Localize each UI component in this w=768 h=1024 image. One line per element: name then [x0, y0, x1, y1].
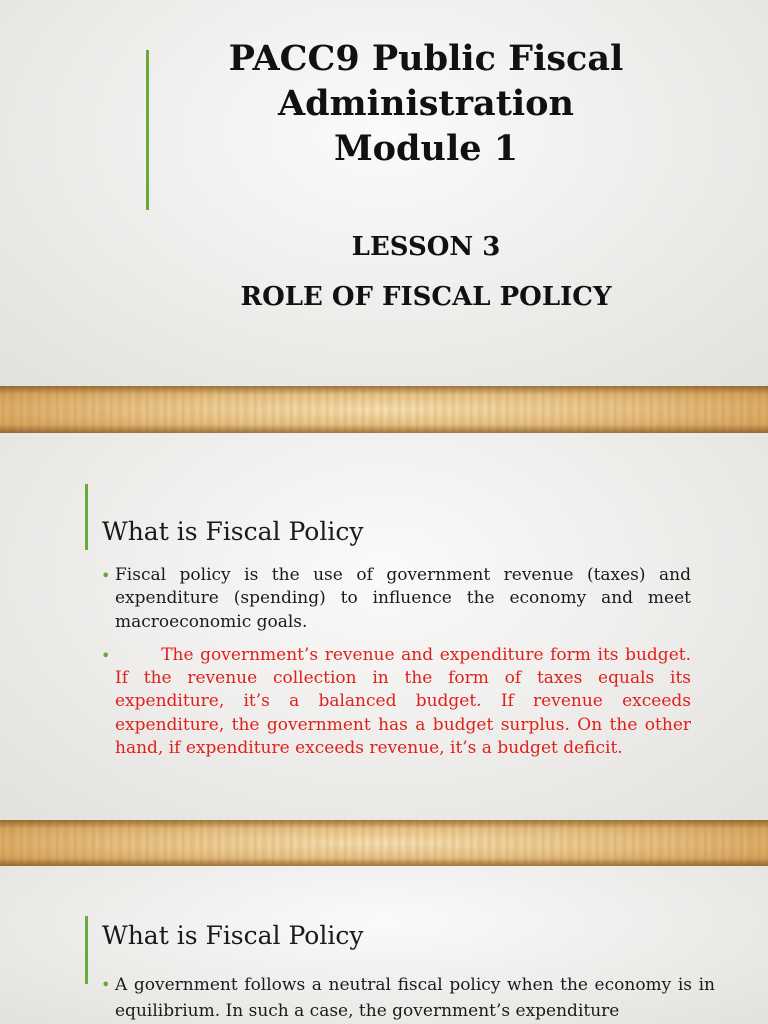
slide-2-bullet-1-text: Fiscal policy is the use of government revenue (taxes) and expenditure (spending) to influence the economy and meet macroeconomic goals.: [115, 565, 691, 632]
slide-2-heading: What is Fiscal Policy: [102, 517, 364, 546]
bullet-dot-icon: •: [101, 645, 111, 665]
wood-separator-2: [0, 820, 768, 866]
bullet-dot-icon: •: [101, 566, 111, 585]
slide-2-bullet-list: [101, 564, 691, 760]
slide-1-title-line-1: PACC9 Public Fiscal: [228, 38, 624, 79]
slide-3-bullet-list: [101, 972, 715, 1024]
slide-1: [0, 0, 768, 386]
slide-3-bullet-1-text: A government follows a neutral fiscal policy when the economy is in equilibrium. In such a case, the government’s expenditure: [115, 975, 715, 1021]
slide-2: [0, 433, 768, 820]
slide-3-accent-bar: [85, 916, 88, 984]
wood-separator-1: [0, 386, 768, 433]
slide-1-title-line-2: Administration: [278, 83, 574, 124]
slide-3-bullet-1: [101, 972, 715, 1024]
slide-3-heading: What is Fiscal Policy: [102, 921, 364, 950]
slide-1-subtitle-line-1: LESSON 3: [351, 232, 501, 262]
slide-1-subtitle-line-2: ROLE OF FISCAL POLICY: [240, 282, 612, 312]
slide-3: [0, 866, 768, 1024]
slide-1-title-line-3: Module 1: [333, 128, 519, 169]
slide-2-bullet-2-text: The government’s revenue and expenditure form its budget. If the revenue collection in the form of taxes equals its expenditure, it’s a balanced budget. If revenue exceeds expenditure, the government has a budget surplus. On the other hand, if expenditure exceeds revenue, it’s a budget deficit.: [115, 644, 691, 759]
slide-2-bullet-2: [101, 644, 691, 760]
bullet-dot-icon: •: [101, 975, 111, 994]
slide-2-bullet-1: [101, 564, 691, 634]
slide-2-accent-bar: [85, 484, 88, 550]
